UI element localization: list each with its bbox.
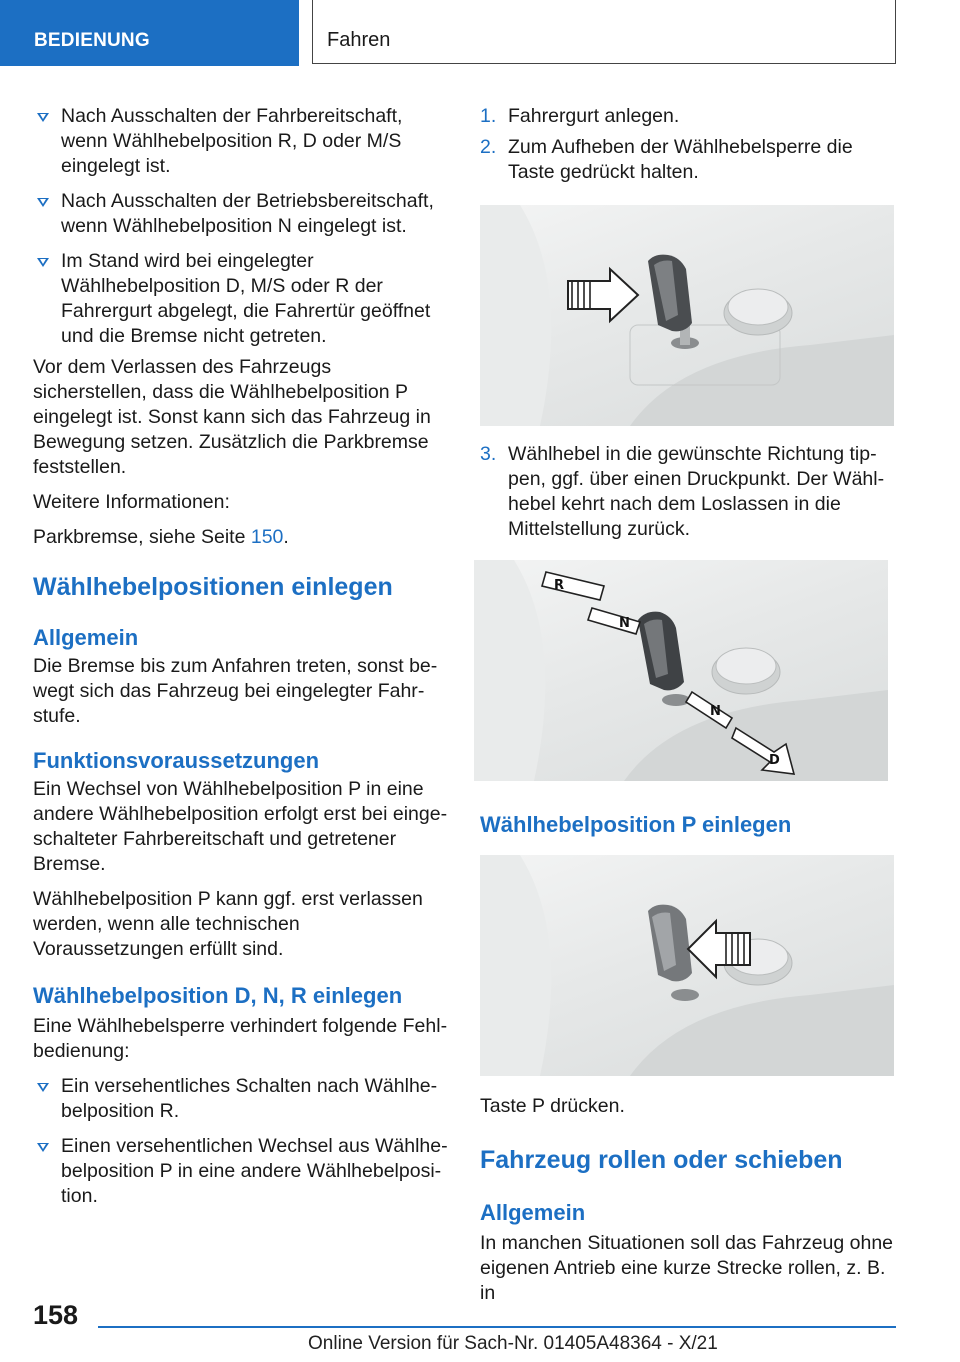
page-number: 158 (33, 1300, 79, 1330)
figure-lever-unlock (480, 205, 894, 426)
list-item: Einen versehentlichen Wechsel aus Wählhebelposition P in eine andere Wählhebelposition. (33, 1134, 448, 1209)
heading-engage-positions: Wählhebelpositionen einlegen (33, 573, 393, 601)
paragraph-leave-vehicle: Vor dem Verlassen des Fahrzeugs sicherstellen, dass die Wählhebelposition P eingelegt ist. Sonst kann sich das Fahrzeug in Bewegung setzen. Zusätzlich die Parkbremse feststellen. (33, 356, 431, 478)
list-item: Nach Ausschalten der Betriebsbereitschaft, wenn Wählhebelposition N eingelegt ist. (33, 189, 448, 239)
fig2-label-d: D (769, 753, 780, 768)
footer-version-text: Online Version für Sach-Nr. 01405A48364 - X/21 (308, 1333, 718, 1354)
heading-position-p: Wählhebelposition P einlegen (480, 812, 792, 837)
fig2-label-n-up: N (619, 616, 630, 631)
step-item: 3. Wählhebel in die gewünschte Richtung tippen, ggf. über einen Druckpunkt. Der Wählhebel kehrt nach dem Loslassen in die Mittelstellung zurück. (480, 443, 885, 540)
fig2-label-n-down: N (710, 704, 721, 719)
page-reference: Parkbremse, siehe Seite 150. (33, 526, 289, 548)
left-column (33, 104, 448, 1209)
footer-rule (98, 1326, 896, 1328)
figure-lever-directions (474, 560, 888, 781)
chapter-title: Fahren (312, 0, 896, 64)
page-link[interactable]: 150 (250, 526, 284, 548)
heading-general: Allgemein (33, 625, 139, 650)
list-item: Im Stand wird bei eingelegter Wählhebelposition D, M/S oder R der Fahrergurt abgelegt, die Fahrertür geöffnet und die Bremse nicht getreten. (33, 249, 448, 349)
paragraph-press-p: Taste P drücken. (480, 1095, 625, 1117)
more-info-label: Weitere Informationen: (33, 491, 230, 513)
step-item: 2. Zum Aufheben der Wählhebelsperre die Taste gedrückt halten. (480, 136, 853, 183)
right-column (480, 104, 894, 1306)
section-tab: BEDIENUNG (0, 0, 299, 66)
paragraph-roll: In manchen Situationen soll das Fahrzeug ohne eigenen Antrieb eine kurze Strecke rollen, z. B. in (480, 1232, 894, 1304)
heading-roll-push: Fahrzeug rollen oder schieben (480, 1146, 843, 1174)
paragraph-general: Die Bremse bis zum Anfahren treten, sonst bewegt sich das Fahrzeug bei eingelegter Fahrstufe. (33, 655, 438, 727)
figure-press-p (480, 855, 894, 1076)
paragraph-requirements-1: Ein Wechsel von Wählhebelposition P in eine andere Wählhebelposition erfolgt erst bei eingeschalteter Fahrbereitschaft und getretener Bremse. (33, 778, 448, 875)
heading-general-roll: Allgemein (480, 1200, 586, 1225)
paragraph-dnr: Eine Wählhebelsperre verhindert folgende Fehlbedienung: (33, 1015, 448, 1062)
paragraph-requirements-2: Wählhebelposition P kann ggf. erst verlassen werden, wenn alle technischen Voraussetzungen erfüllt sind. (33, 888, 423, 960)
heading-requirements: Funktionsvoraussetzungen (33, 748, 320, 773)
step-item: 1. Fahrergurt anlegen. (480, 105, 680, 127)
list-item: Ein versehentliches Schalten nach Wählhebelposition R. (33, 1074, 448, 1124)
fig2-label-r: R (554, 578, 565, 593)
list-item: Nach Ausschalten der Fahrbereitschaft, wenn Wählhebelposition R, D oder M/S eingelegt ist. (33, 104, 448, 179)
heading-dnr: Wählhebelposition D, N, R einlegen (33, 983, 403, 1008)
